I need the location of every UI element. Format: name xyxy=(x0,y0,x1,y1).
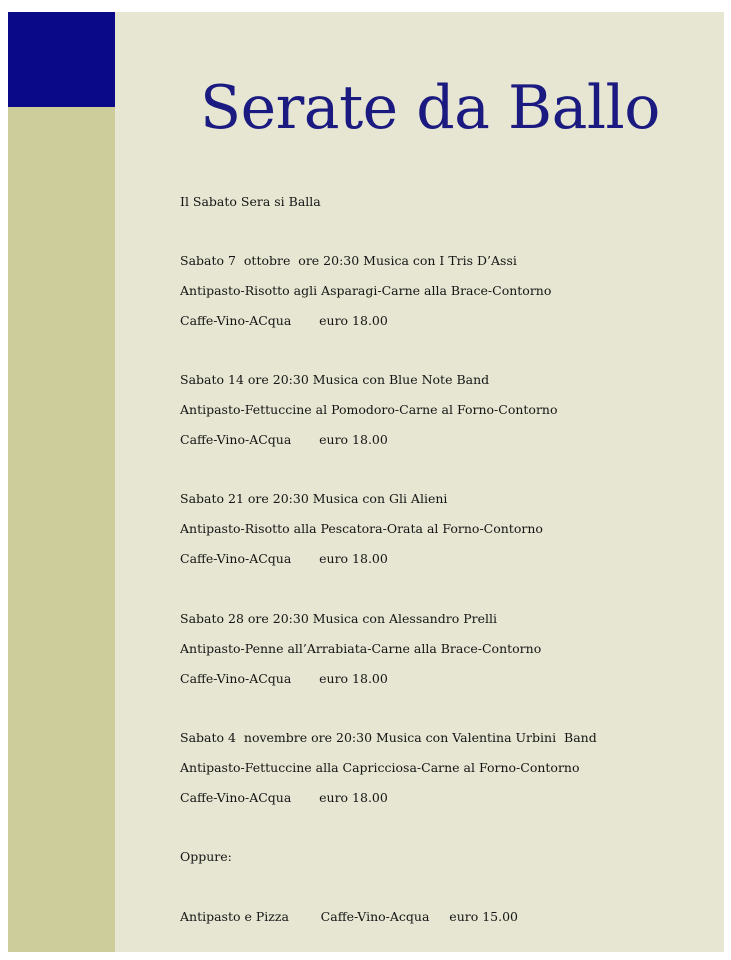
event-5-heading: Sabato 4 novembre ore 20:30 Musica con Valentina Urbini Band xyxy=(180,730,597,745)
intro-text: Il Sabato Sera si Balla xyxy=(180,194,321,209)
event-3-menu: Antipasto-Risotto alla Pescatora-Orata al Forno-Contorno xyxy=(180,521,543,536)
event-4-heading: Sabato 28 ore 20:30 Musica con Alessandro Prelli xyxy=(180,611,497,626)
page-title: Serate da Ballo xyxy=(200,73,660,143)
flyer-page xyxy=(8,12,724,952)
event-4-menu: Antipasto-Penne all’Arrabiata-Carne alla Brace-Contorno xyxy=(180,641,542,656)
corner-block xyxy=(8,12,115,107)
event-1-menu: Antipasto-Risotto agli Asparagi-Carne alla Brace-Contorno xyxy=(180,283,552,298)
event-2-menu: Antipasto-Fettuccine al Pomodoro-Carne al Forno-Contorno xyxy=(180,402,558,417)
event-3-price: Caffe-Vino-ACqua euro 18.00 xyxy=(180,551,388,566)
event-1-heading: Sabato 7 ottobre ore 20:30 Musica con I Tris D’Assi xyxy=(180,253,517,268)
event-1-price: Caffe-Vino-ACqua euro 18.00 xyxy=(180,313,388,328)
event-5-menu: Antipasto-Fettuccine alla Capricciosa-Carne al Forno-Contorno xyxy=(180,760,580,775)
alternative-label: Oppure: xyxy=(180,849,232,864)
event-3-heading: Sabato 21 ore 20:30 Musica con Gli Alieni xyxy=(180,491,448,506)
event-4-price: Caffe-Vino-ACqua euro 18.00 xyxy=(180,671,388,686)
event-2-price: Caffe-Vino-ACqua euro 18.00 xyxy=(180,432,388,447)
event-2-heading: Sabato 14 ore 20:30 Musica con Blue Note Band xyxy=(180,372,490,387)
alternative-offer: Antipasto e Pizza Caffe-Vino-Acqua euro 15.00 xyxy=(180,909,519,924)
side-band xyxy=(8,12,115,952)
event-5-price: Caffe-Vino-ACqua euro 18.00 xyxy=(180,790,388,805)
